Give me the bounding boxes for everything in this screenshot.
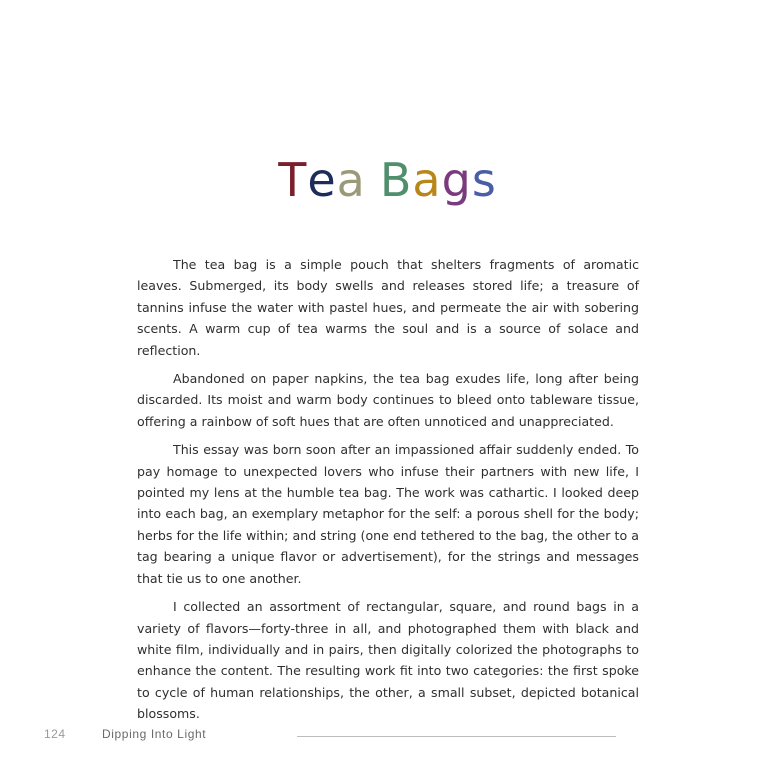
paragraph-3: This essay was born soon after an impassioned affair suddenly ended. To pay homage to unexpected lovers who infuse their partners with new life, I pointed my lens at the humble tea bag. The work was cathartic. I looked deep into each bag, an exemplary metaphor for the self: a porous shell for the body; herbs for the life within; and string (one end tethered to the bag, the other to a tag bearing a unique flavor or advertisement), for the strings and messages that tie us to one another. [137,442,639,586]
essay-body [137,254,639,732]
essay-title [0,150,775,210]
title-letter: g [441,153,472,207]
title-letter: T [278,153,308,207]
title-letter: a [336,153,366,207]
paragraph-1: The tea bag is a simple pouch that shelters fragments of aromatic leaves. Submerged, its body swells and releases stored life; a treasure of tannins infuse the water with pastel hues, and permeate the air with sobering scents. A warm cup of tea warms the soul and is a source of solace and reflection. [137,257,639,358]
title-letter: e [307,153,337,207]
running-footer-title: Dipping Into Light [102,727,207,741]
paragraph-2: Abandoned on paper napkins, the tea bag exudes life, long after being discarded. Its moist and warm body continues to bleed onto tableware tissue, offering a rainbow of soft hues that are often unnoticed and unappreciated. [137,371,639,429]
title-letter: a [412,153,442,207]
title-letter: s [471,153,497,207]
paragraph-4: I collected an assortment of rectangular, square, and round bags in a variety of flavors—forty-three in all, and photographed them with black and white film, individually and in pairs, then digitally colorized the photographs to enhance the content. The resulting work fit into two categories: the first spoke to cycle of human relationships, the other, a small subset, depicted botanical blossoms. [137,599,639,722]
page-number: 124 [44,727,66,741]
footer-rule [297,736,616,737]
title-space [366,150,380,210]
title-letter: B [379,153,413,207]
